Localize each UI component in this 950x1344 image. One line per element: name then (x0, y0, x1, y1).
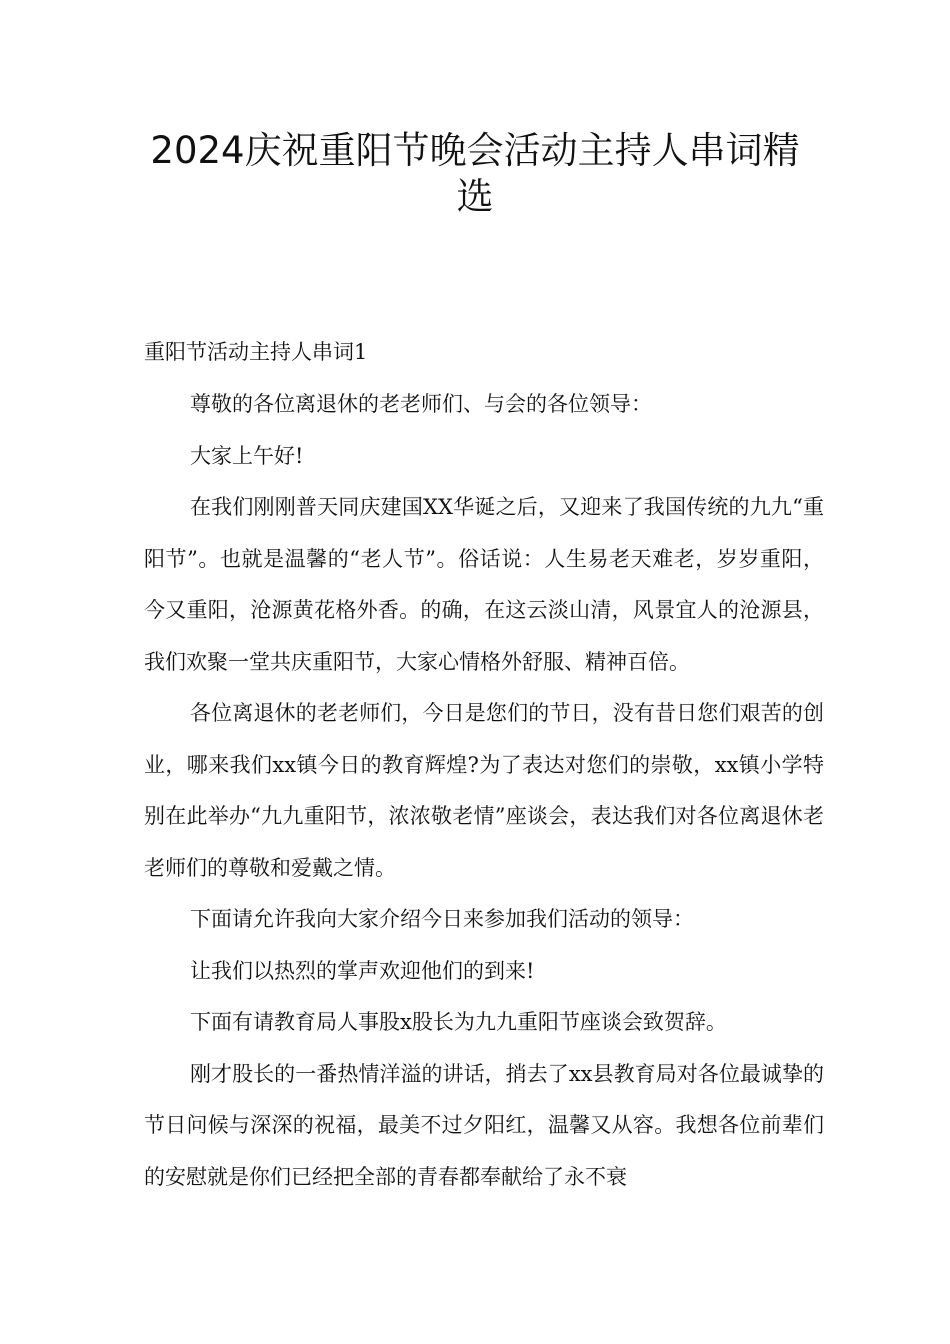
paragraph-intro: 在我们刚刚普天同庆建国XX华诞之后，又迎来了我国传统的九九“重阳节”。也就是温馨的“老人节”。俗话说：人生易老天难老，岁岁重阳，今又重阳，沧源黄花格外香。的确，在这云淡山清，风景宜人的沧源县，我们欢聚一堂共庆重阳节，大家心情格外舒服、精神百倍。 (144, 495, 824, 674)
paragraph-salutation: 尊敬的各位离退休的老老师们、与会的各位领导： (190, 392, 652, 416)
paragraph-leaders: 下面请允许我向大家介绍今日来参加我们活动的领导： (190, 907, 694, 931)
paragraph-applause: 让我们以热烈的掌声欢迎他们的到来! (190, 958, 535, 983)
document-title (120, 128, 830, 220)
paragraph-greeting: 大家上午好! (190, 443, 304, 468)
paragraph-speech: 下面有请教育局人事股x股长为九九重阳节座谈会致贺辞。 (190, 1010, 727, 1034)
paragraph-tribute: 各位离退休的老老师们，今日是您们的节日，没有昔日您们艰苦的创业，哪来我们xx镇今日的教育辉煌?为了表达对您们的崇敬，xx镇小学特别在此举办“九九重阳节，浓浓敬老情”座谈会，表达我们对各位离退休老老师们的尊敬和爱戴之情。 (144, 701, 824, 880)
title-line-2: 选 (456, 175, 494, 218)
title-line-1: 2024庆祝重阳节晚会活动主持人串词精 (150, 129, 800, 172)
paragraph-closing: 刚才股长的一番热情洋溢的讲话，捎去了xx县教育局对各位最诚挚的节日问候与深深的祝福，最美不过夕阳红，温馨又从容。我想各位前辈们的安慰就是你们已经把全部的青春都奉献给了永不衰 (144, 1061, 824, 1189)
document-body (144, 379, 824, 1203)
section-heading: 重阳节活动主持人串词1 (144, 340, 368, 364)
